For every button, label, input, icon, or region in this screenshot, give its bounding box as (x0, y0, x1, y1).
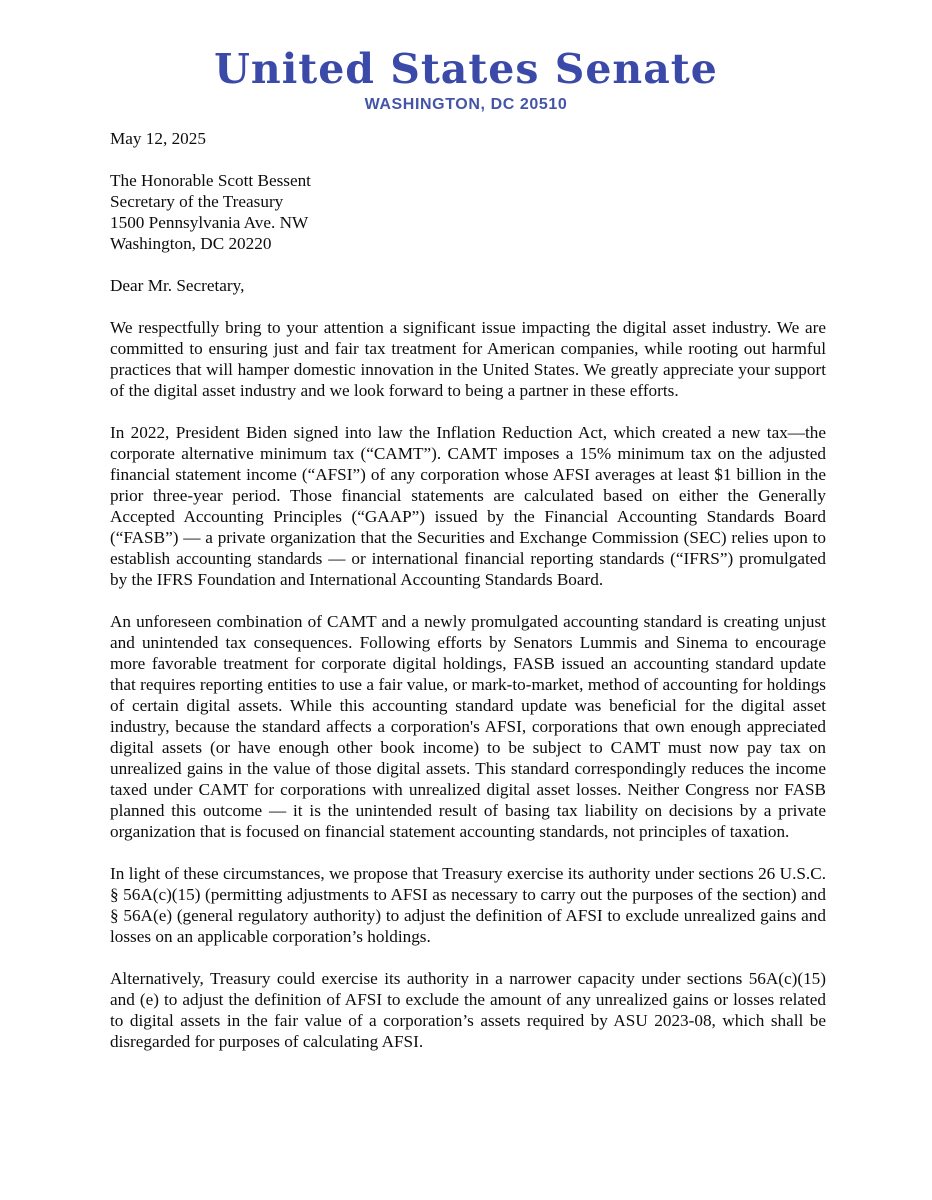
recipient-address-block (110, 170, 826, 254)
recipient-city: Washington, DC 20220 (110, 234, 272, 253)
recipient-street: 1500 Pennsylvania Ave. NW (110, 213, 309, 232)
paragraph-camt-background: In 2022, President Biden signed into law the Inflation Reduction Act, which created a new tax—the corporate alternative minimum tax (“CAMT”). CAMT imposes a 15% minimum tax on the adjusted financial statement income (“AFSI”) of any corporation whose AFSI averages at least $1 billion in the prior three-year period. Those financial statements are calculated based on either the Generally Accepted Accounting Principles (“GAAP”) issued by the Financial Accounting Standards Board (“FASB”) — a private organization that the Securities and Exchange Commission (SEC) relies upon to establish accounting standards — or international financial reporting standards (“IFRS”) promulgated by the IFRS Foundation and International Accounting Standards Board. (110, 423, 826, 589)
letterhead (0, 0, 932, 114)
letter-date: May 12, 2025 (110, 129, 206, 148)
paragraph-unintended-consequences: An unforeseen combination of CAMT and a newly promulgated accounting standard is creating unjust and unintended tax consequences. Following efforts by Senators Lummis and Sinema to encourage more favorable treatment for corporate digital holdings, FASB issued an accounting standard update that requires reporting entities to use a fair value, or mark-to-market, method of accounting for holdings of certain digital assets. While this accounting standard update was beneficial for the digital asset industry, because the standard affects a corporation's AFSI, corporations that own enough appreciated digital assets (or have enough other book income) to be subject to CAMT must now pay tax on unrealized gains in the value of those digital assets. This standard correspondingly reduces the income taxed under CAMT for corporations with unrealized digital asset losses. Neither Congress nor FASB planned this outcome — it is the unintended result of basing tax liability on decisions by a private organization that is focused on financial statement accounting standards, not principles of taxation. (110, 612, 826, 841)
paragraph-alternative-proposal: Alternatively, Treasury could exercise its authority in a narrower capacity under sections 56A(c)(15) and (e) to adjust the definition of AFSI to exclude the amount of any unrealized gains or losses related to digital assets in the fair value of a corporation’s assets required by ASU 2023-08, which shall be disregarded for purposes of calculating AFSI. (110, 969, 826, 1051)
paragraph-proposal: In light of these circumstances, we propose that Treasury exercise its authority under sections 26 U.S.C. § 56A(c)(15) (permitting adjustments to AFSI as necessary to carry out the purposes of the section) and § 56A(e) (general regulatory authority) to adjust the definition of AFSI to exclude unrealized gains and losses on an applicable corporation’s holdings. (110, 864, 826, 946)
letterhead-address: WASHINGTON, DC 20510 (364, 96, 568, 113)
letterhead-title: United States Senate (214, 45, 718, 93)
recipient-name: The Honorable Scott Bessent (110, 171, 311, 190)
paragraph-intro: We respectfully bring to your attention a significant issue impacting the digital asset industry. We are committed to ensuring just and fair tax treatment for American companies, while rooting out harmful practices that will hamper domestic innovation in the United States. We greatly appreciate your support of the digital asset industry and we look forward to being a partner in these efforts. (110, 318, 826, 400)
salutation: Dear Mr. Secretary, (110, 276, 245, 295)
recipient-title: Secretary of the Treasury (110, 192, 284, 211)
letter-body (110, 128, 826, 1052)
